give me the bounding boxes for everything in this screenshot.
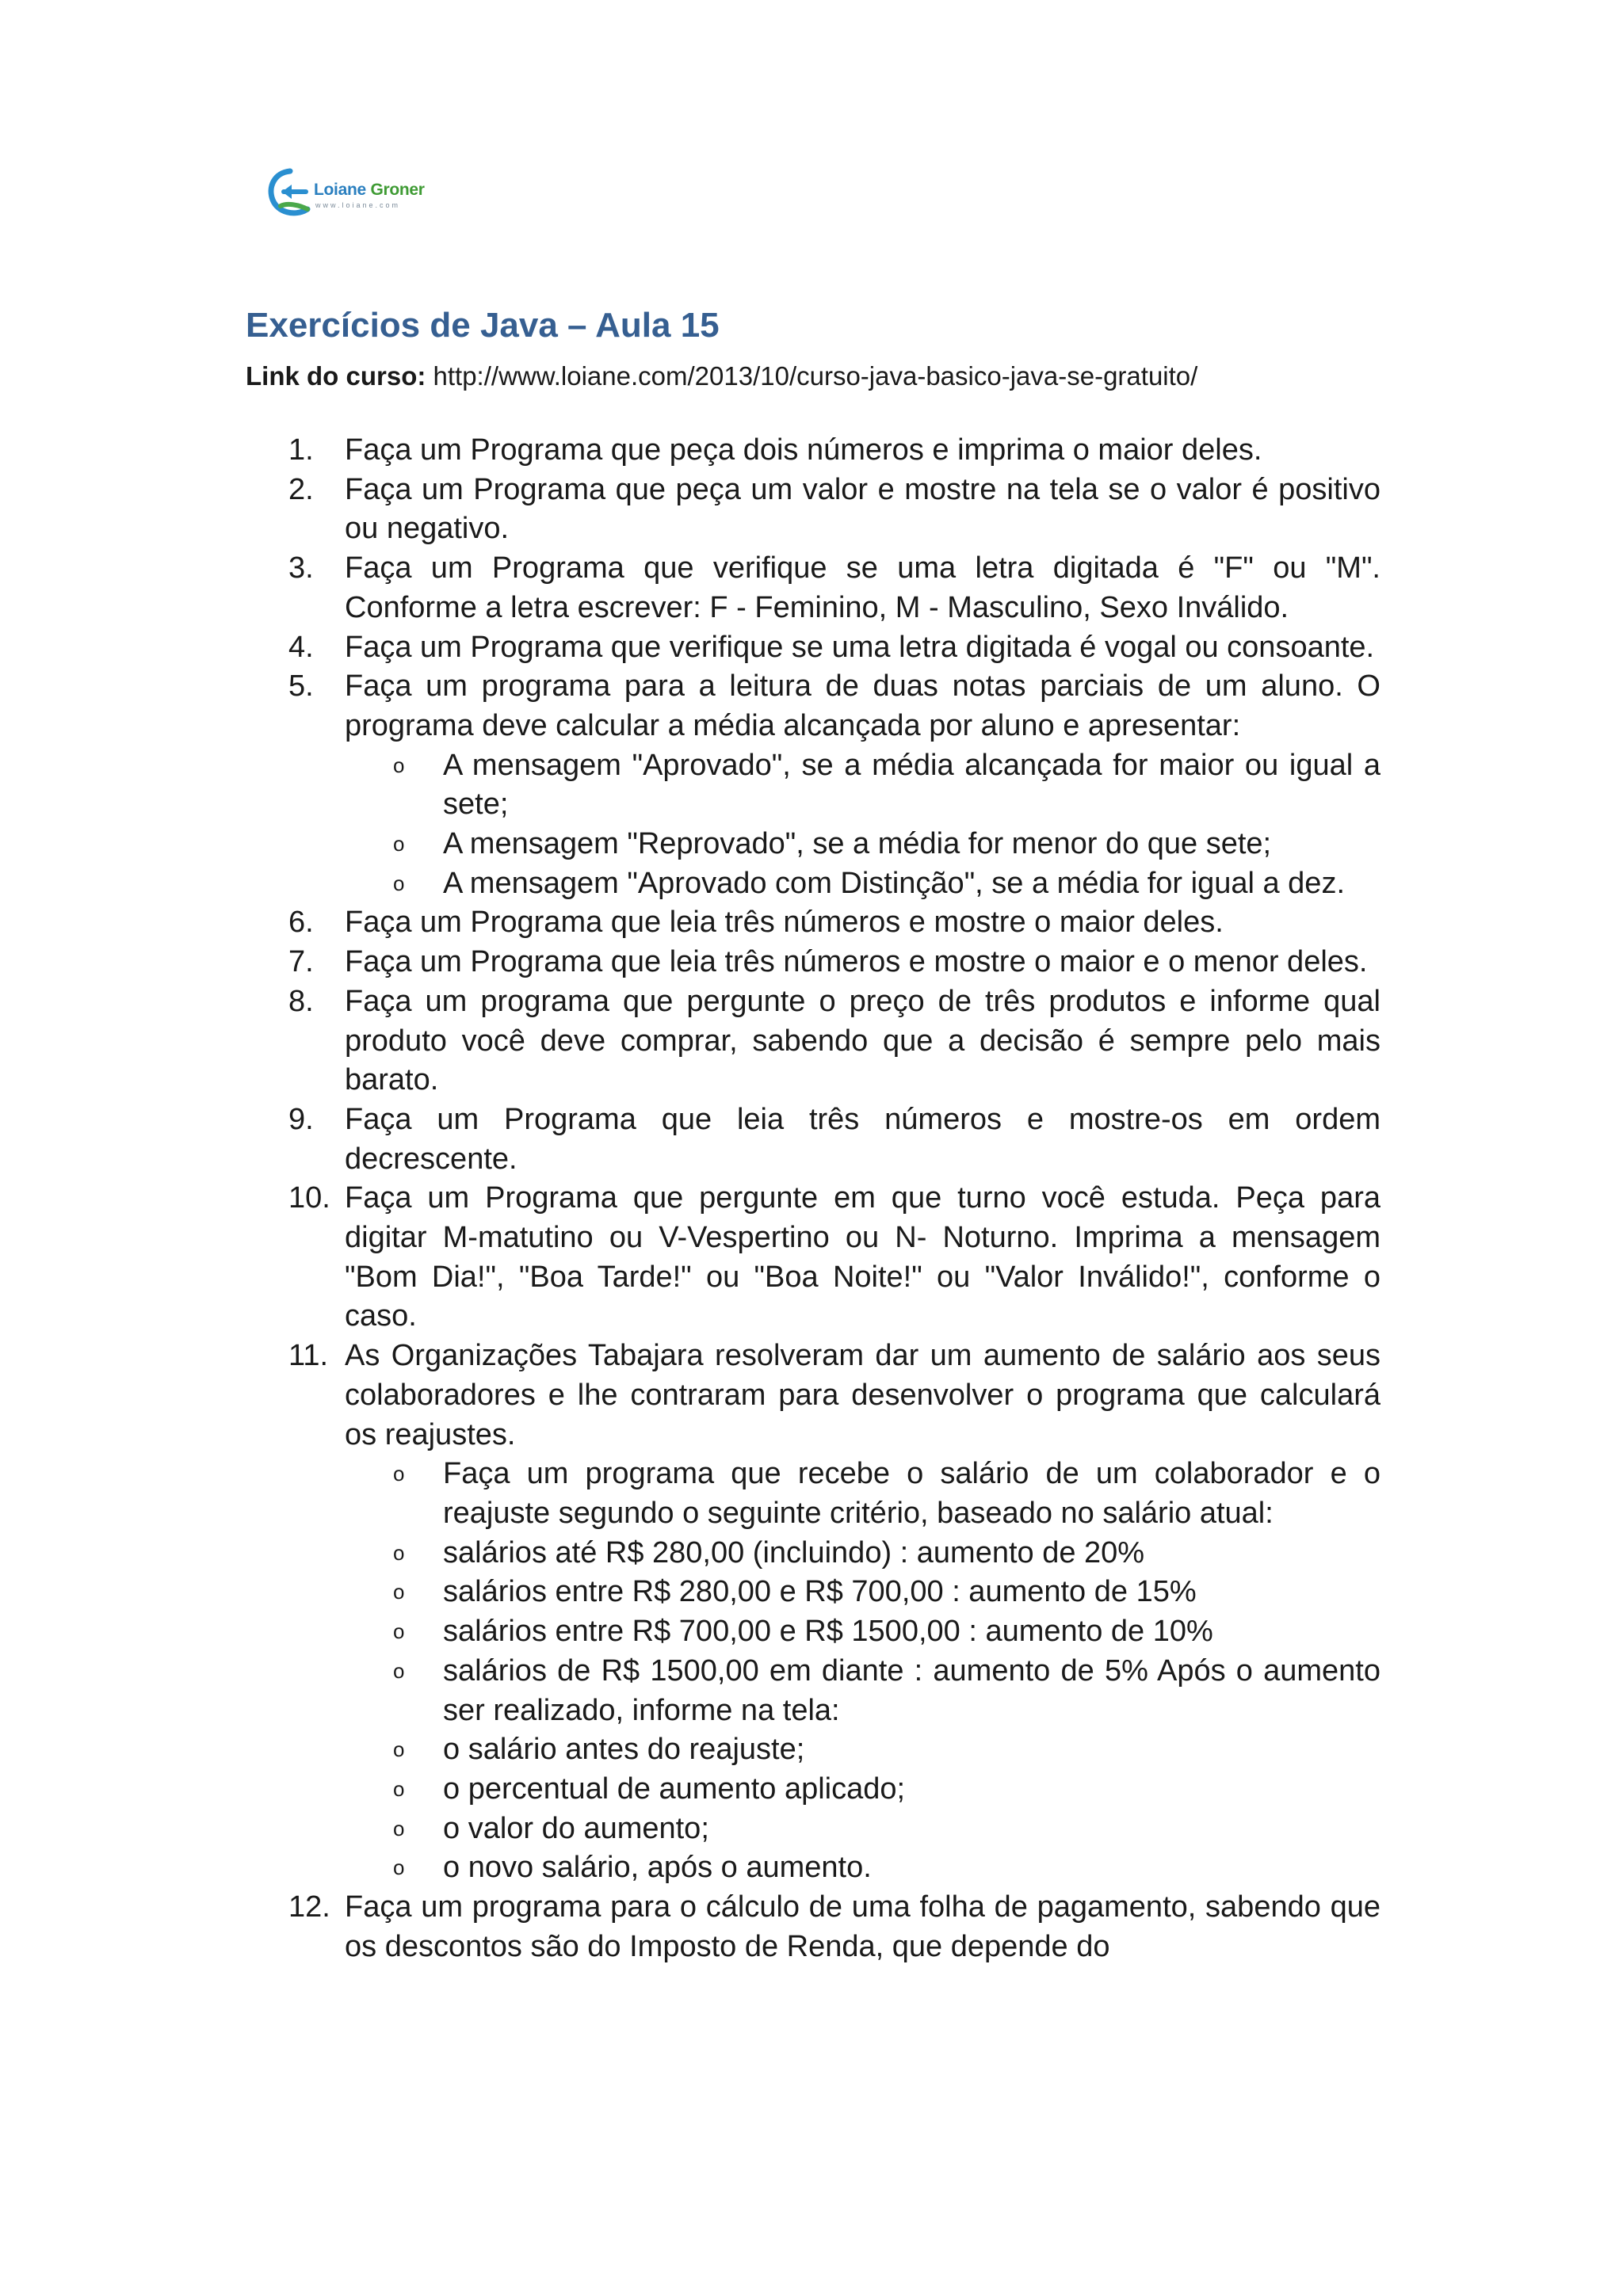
exercise-number: 12. [288,1890,330,1924]
exercise-sub-item [246,1534,1381,1573]
bullet-circle-icon: o [393,753,405,777]
page-title: Exercícios de Java – Aula 15 [246,306,720,345]
exercise-sub-item [246,864,1381,904]
bullet-circle-icon: o [393,1619,405,1644]
exercise-sub-text: salários até R$ 280,00 (incluindo) : aumento de 20% [443,1535,1145,1569]
exercise-number: 9. [288,1102,314,1136]
bullet-circle-icon: o [393,871,405,895]
bullet-circle-icon: o [393,1816,405,1840]
bullet-circle-icon: o [393,1462,405,1486]
exercise-text: Faça um Programa que verifique se uma letra digitada é "F" ou "M". Conforme a letra escrever: F - Feminino, M - Masculino, Sexo Inválido. [345,551,1381,624]
bullet-circle-icon: o [393,1776,405,1801]
logo-url: www.loiane.com [315,201,401,209]
exercise-item [246,943,1381,982]
exercise-sub-text: salários entre R$ 700,00 e R$ 1500,00 : aumento de 10% [443,1615,1213,1649]
exercise-sub-text: A mensagem "Reprovado", se a média for menor do que sete; [443,827,1272,861]
exercise-item [246,903,1381,943]
exercise-text: Faça um Programa que peça um valor e mostre na tela se o valor é positivo ou negativo. [345,472,1381,546]
exercise-text: Faça um Programa que leia três números e mostre-os em ordem decrescente. [345,1102,1381,1176]
exercise-list [246,431,1381,1966]
exercise-number: 8. [288,984,314,1018]
exercise-text: Faça um Programa que verifique se uma letra digitada é vogal ou consoante. [345,630,1375,664]
bullet-circle-icon: o [393,1540,405,1565]
exercise-sub-item [246,1730,1381,1770]
exercise-sub-item [246,1810,1381,1849]
exercise-sub-item [246,746,1381,825]
exercise-sub-text: o valor do aumento; [443,1811,709,1845]
exercise-sub-text: salários entre R$ 280,00 e R$ 700,00 : aumento de 15% [443,1575,1197,1609]
exercise-number: 6. [288,906,314,940]
exercise-sub-item [246,1848,1381,1888]
course-link-line [246,361,1197,391]
bullet-circle-icon: o [393,1580,405,1604]
exercise-item [246,628,1381,668]
bullet-circle-icon: o [393,832,405,856]
exercise-number: 10. [288,1181,330,1215]
exercise-text: Faça um Programa que leia três números e mostre o maior deles. [345,906,1224,940]
exercise-item [246,549,1381,627]
exercise-item [246,667,1381,746]
exercise-sub-text: A mensagem "Aprovado", se a média alcançada for maior ou igual a sete; [443,748,1381,822]
exercise-number: 7. [288,945,314,979]
exercise-sub-text: Faça um programa que recebe o salário de um colaborador e o reajuste segundo o seguinte critério, baseado no salário atual: [443,1457,1381,1530]
course-link-url[interactable]: http://www.loiane.com/2013/10/curso-java-basico-java-se-gratuito/ [433,361,1198,391]
exercise-number: 2. [288,472,314,506]
exercise-number: 1. [288,433,314,467]
exercise-item [246,1888,1381,1966]
exercise-number: 11. [288,1339,329,1373]
logo-name [314,181,425,200]
exercise-text: Faça um Programa que peça dois números e imprima o maior deles. [345,433,1262,467]
exercise-text: As Organizações Tabajara resolveram dar um aumento de salário aos seus colaboradores e lhe contraram para desenvolver o programa que calculará os reajustes. [345,1339,1381,1451]
exercise-sub-text: o percentual de aumento aplicado; [443,1772,906,1806]
exercise-item [246,1179,1381,1337]
exercise-sub-item [246,825,1381,864]
bullet-circle-icon: o [393,1658,405,1683]
course-link-label: Link do curso: [246,361,426,391]
exercise-text: Faça um Programa que leia três números e mostre o maior e o menor deles. [345,945,1368,979]
exercise-sub-text: A mensagem "Aprovado com Distinção", se a média for igual a dez. [443,866,1345,900]
exercise-item [246,982,1381,1100]
exercise-item [246,471,1381,549]
exercise-sub-item [246,1652,1381,1730]
bullet-circle-icon: o [393,1737,405,1762]
exercise-text: Faça um programa para a leitura de duas notas parciais de um aluno. O programa deve calcular a média alcançada por aluno e apresentar: [345,669,1381,742]
logo-name-first: Loiane [314,181,366,199]
exercise-item [246,1337,1381,1455]
exercise-sub-item [246,1770,1381,1810]
exercise-sub-item [246,1455,1381,1533]
exercise-number: 3. [288,551,314,585]
exercise-item [246,431,1381,471]
exercise-sub-text: o novo salário, após o aumento. [443,1851,872,1885]
exercise-number: 4. [288,630,314,664]
exercise-sub-text: salários de R$ 1500,00 em diante : aumento de 5% Após o aumento ser realizado, informe na tela: [443,1653,1381,1727]
exercise-text: Faça um programa que pergunte o preço de três produtos e informe qual produto você deve comprar, sabendo que a decisão é sempre pelo mais barato. [345,984,1381,1097]
exercise-text: Faça um programa para o cálculo de uma folha de pagamento, sabendo que os descontos são do Imposto de Renda, que depende do [345,1890,1381,1963]
exercise-text: Faça um Programa que pergunte em que turno você estuda. Peça para digitar M-matutino ou V-Vespertino ou N- Noturno. Imprima a mensagem "Bom Dia!", "Boa Tarde!" ou "Boa Noite!" ou "Valor Inválido!", conforme o caso. [345,1181,1381,1333]
exercise-sub-item [246,1573,1381,1612]
logo-name-second: Groner [370,181,425,199]
exercise-number: 5. [288,669,314,704]
loiane-groner-logo [266,163,441,227]
bullet-circle-icon: o [393,1855,405,1880]
exercise-sub-item [246,1612,1381,1652]
exercise-item [246,1100,1381,1179]
exercise-sub-text: o salário antes do reajuste; [443,1733,805,1767]
